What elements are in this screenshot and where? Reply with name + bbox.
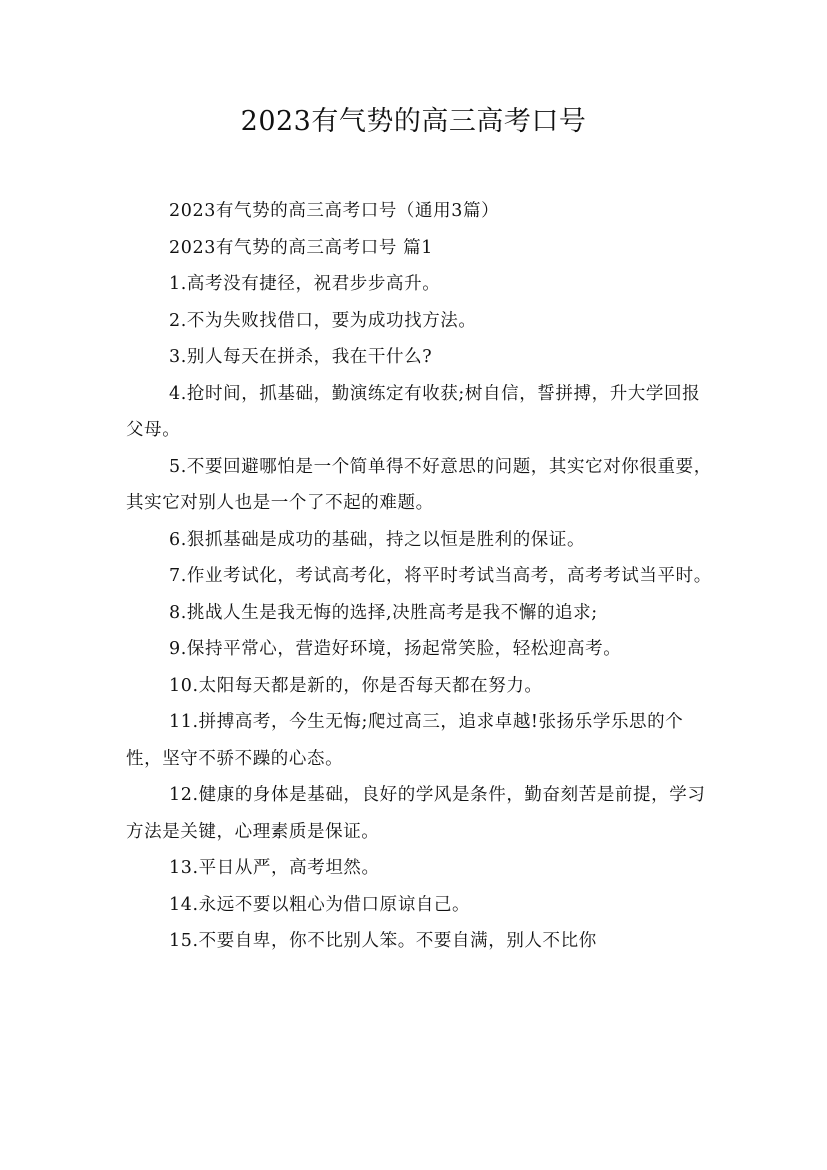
paragraph-item-11: 11.拼搏高考，今生无悔;爬过高三，追求卓越!张扬乐学乐思的个性，坚守不骄不躁的心态。: [126, 712, 684, 769]
paragraph-item-14: 14.永远不要以粗心为借口原谅自己。: [169, 894, 471, 915]
paragraph-item-6: 6.狠抓基础是成功的基础，持之以恒是胜利的保证。: [169, 529, 586, 550]
paragraph-section-heading: 2023有气势的高三高考口号 篇1: [169, 237, 433, 258]
paragraph-item-9: 9.保持平常心，营造好环境，扬起常笑脸，轻松迎高考。: [169, 639, 622, 659]
paragraph-subtitle: 2023有气势的高三高考口号（通用3篇）: [169, 201, 500, 221]
document-body: [126, 193, 716, 960]
paragraph-item-4: 4.抢时间，抓基础，勤演练定有收获;树自信，誓拼搏，升大学回报父母。: [126, 383, 701, 440]
paragraph-item-1: 1.高考没有捷径，祝君步步高升。: [169, 274, 441, 294]
paragraph-item-7: 7.作业考试化，考试高考化，将平时考试当高考，高考考试当平时。: [169, 566, 712, 586]
paragraph-item-5: 5.不要回避哪怕是一个简单得不好意思的问题，其实它对你很重要，其实它对别人也是一个了不起的难题。: [126, 456, 712, 513]
paragraph-item-3: 3.别人每天在拼杀，我在干什么?: [169, 347, 433, 367]
paragraph-item-13: 13.平日从严，高考坦然。: [169, 858, 380, 878]
paragraph-item-15: 15.不要自卑，你不比别人笨。不要自满，别人不比你: [169, 931, 597, 951]
document-title: 2023有气势的高三高考口号: [240, 106, 587, 137]
paragraph-item-10: 10.太阳每天都是新的，你是否每天都在努力。: [169, 675, 543, 696]
paragraph-item-2: 2.不为失败找借口，要为成功找方法。: [169, 310, 477, 331]
paragraph-item-12: 12.健康的身体是基础，良好的学风是条件，勤奋刻苦是前提，学习方法是关键，心理素质是保证。: [126, 785, 706, 842]
paragraph-item-8: 8.挑战人生是我无悔的选择,决胜高考是我不懈的追求;: [169, 602, 598, 623]
